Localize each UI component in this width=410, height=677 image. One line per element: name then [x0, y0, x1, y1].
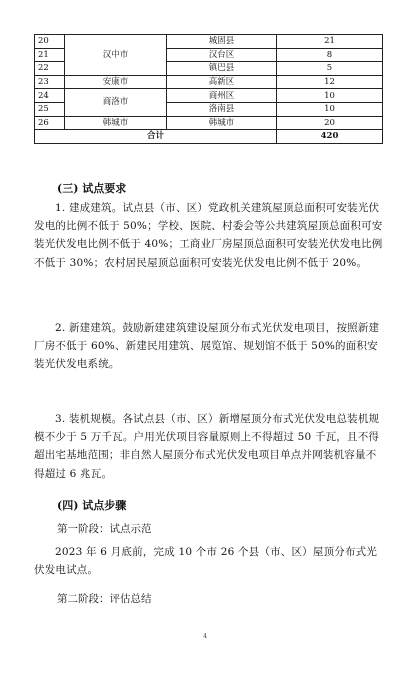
- city-cell: 韩城市: [65, 116, 167, 130]
- paragraph-new-buildings: 2. 新建建筑。鼓励新建建筑建设屋顶分布式光伏发电项目，按照新建厂房不低于 60%、新建民用建筑、展览馆、规划馆不低于 50%的面积安装光伏发电系统。: [34, 322, 380, 371]
- total-label: 合计: [35, 130, 277, 144]
- count-cell: 8: [277, 48, 383, 62]
- section-heading-steps: (四) 试点步骤: [57, 499, 127, 512]
- stage-two-label: 第二阶段：评估总结: [57, 593, 152, 605]
- count-cell: 10: [277, 89, 383, 103]
- paragraph-stage-one: 2023 年 6 月底前，完成 10 个市 26 个县（市、区）屋顶分布式光伏发电试点。: [34, 546, 378, 577]
- row-number: 25: [35, 102, 65, 116]
- total-value: 420: [277, 130, 383, 144]
- county-cell: 韩城市: [167, 116, 277, 130]
- row-number: 22: [35, 62, 65, 76]
- row-number: 23: [35, 75, 65, 89]
- table-row: [35, 89, 383, 103]
- city-cell: 汉中市: [65, 35, 167, 76]
- table-row: [35, 35, 383, 49]
- county-cell: 洛南县: [167, 102, 277, 116]
- table-row: [35, 75, 383, 89]
- table-total-row: [35, 130, 383, 144]
- row-number: 21: [35, 48, 65, 62]
- count-cell: 21: [277, 35, 383, 49]
- city-cell: 商洛市: [65, 89, 167, 116]
- count-cell: 10: [277, 102, 383, 116]
- county-cell: 高新区: [167, 75, 277, 89]
- count-cell: 5: [277, 62, 383, 76]
- paragraph-completed-buildings: 1. 建成建筑。试点县（市、区）党政机关建筑屋顶总面积可安装光伏发电的比例不低于 50%；学校、医院、村委会等公共建筑屋顶总面积可安装光伏发电比例不低于 40%；工商业厂房屋顶总面积可安装光伏发电比例不低于 30%；农村居民屋顶总面积可安装光伏发电比例不低于 20%。: [34, 202, 383, 269]
- paragraph-install-scale: 3. 装机规模。各试点县（市、区）新增屋顶分布式光伏发电总装机规模不少于 5 万千瓦。户用光伏项目容量原则上不得超过 50 千瓦，且不得超出宅基地范围；非自然人屋顶分布式光伏发电项目单点并网装机容量不得超过 6 兆瓦。: [34, 413, 380, 480]
- city-cell: 安康市: [65, 75, 167, 89]
- count-cell: 12: [277, 75, 383, 89]
- page-number: 4: [203, 633, 207, 640]
- row-number: 26: [35, 116, 65, 130]
- count-cell: 20: [277, 116, 383, 130]
- county-cell: 商州区: [167, 89, 277, 103]
- county-cell: 汉台区: [167, 48, 277, 62]
- pilot-county-table: [34, 34, 383, 144]
- row-number: 24: [35, 89, 65, 103]
- section-heading-requirements: (三) 试点要求: [57, 182, 127, 195]
- stage-one-label: 第一阶段：试点示范: [57, 523, 152, 535]
- row-number: 20: [35, 35, 65, 49]
- table-row: [35, 116, 383, 130]
- county-cell: 镇巴县: [167, 62, 277, 76]
- county-cell: 城固县: [167, 35, 277, 49]
